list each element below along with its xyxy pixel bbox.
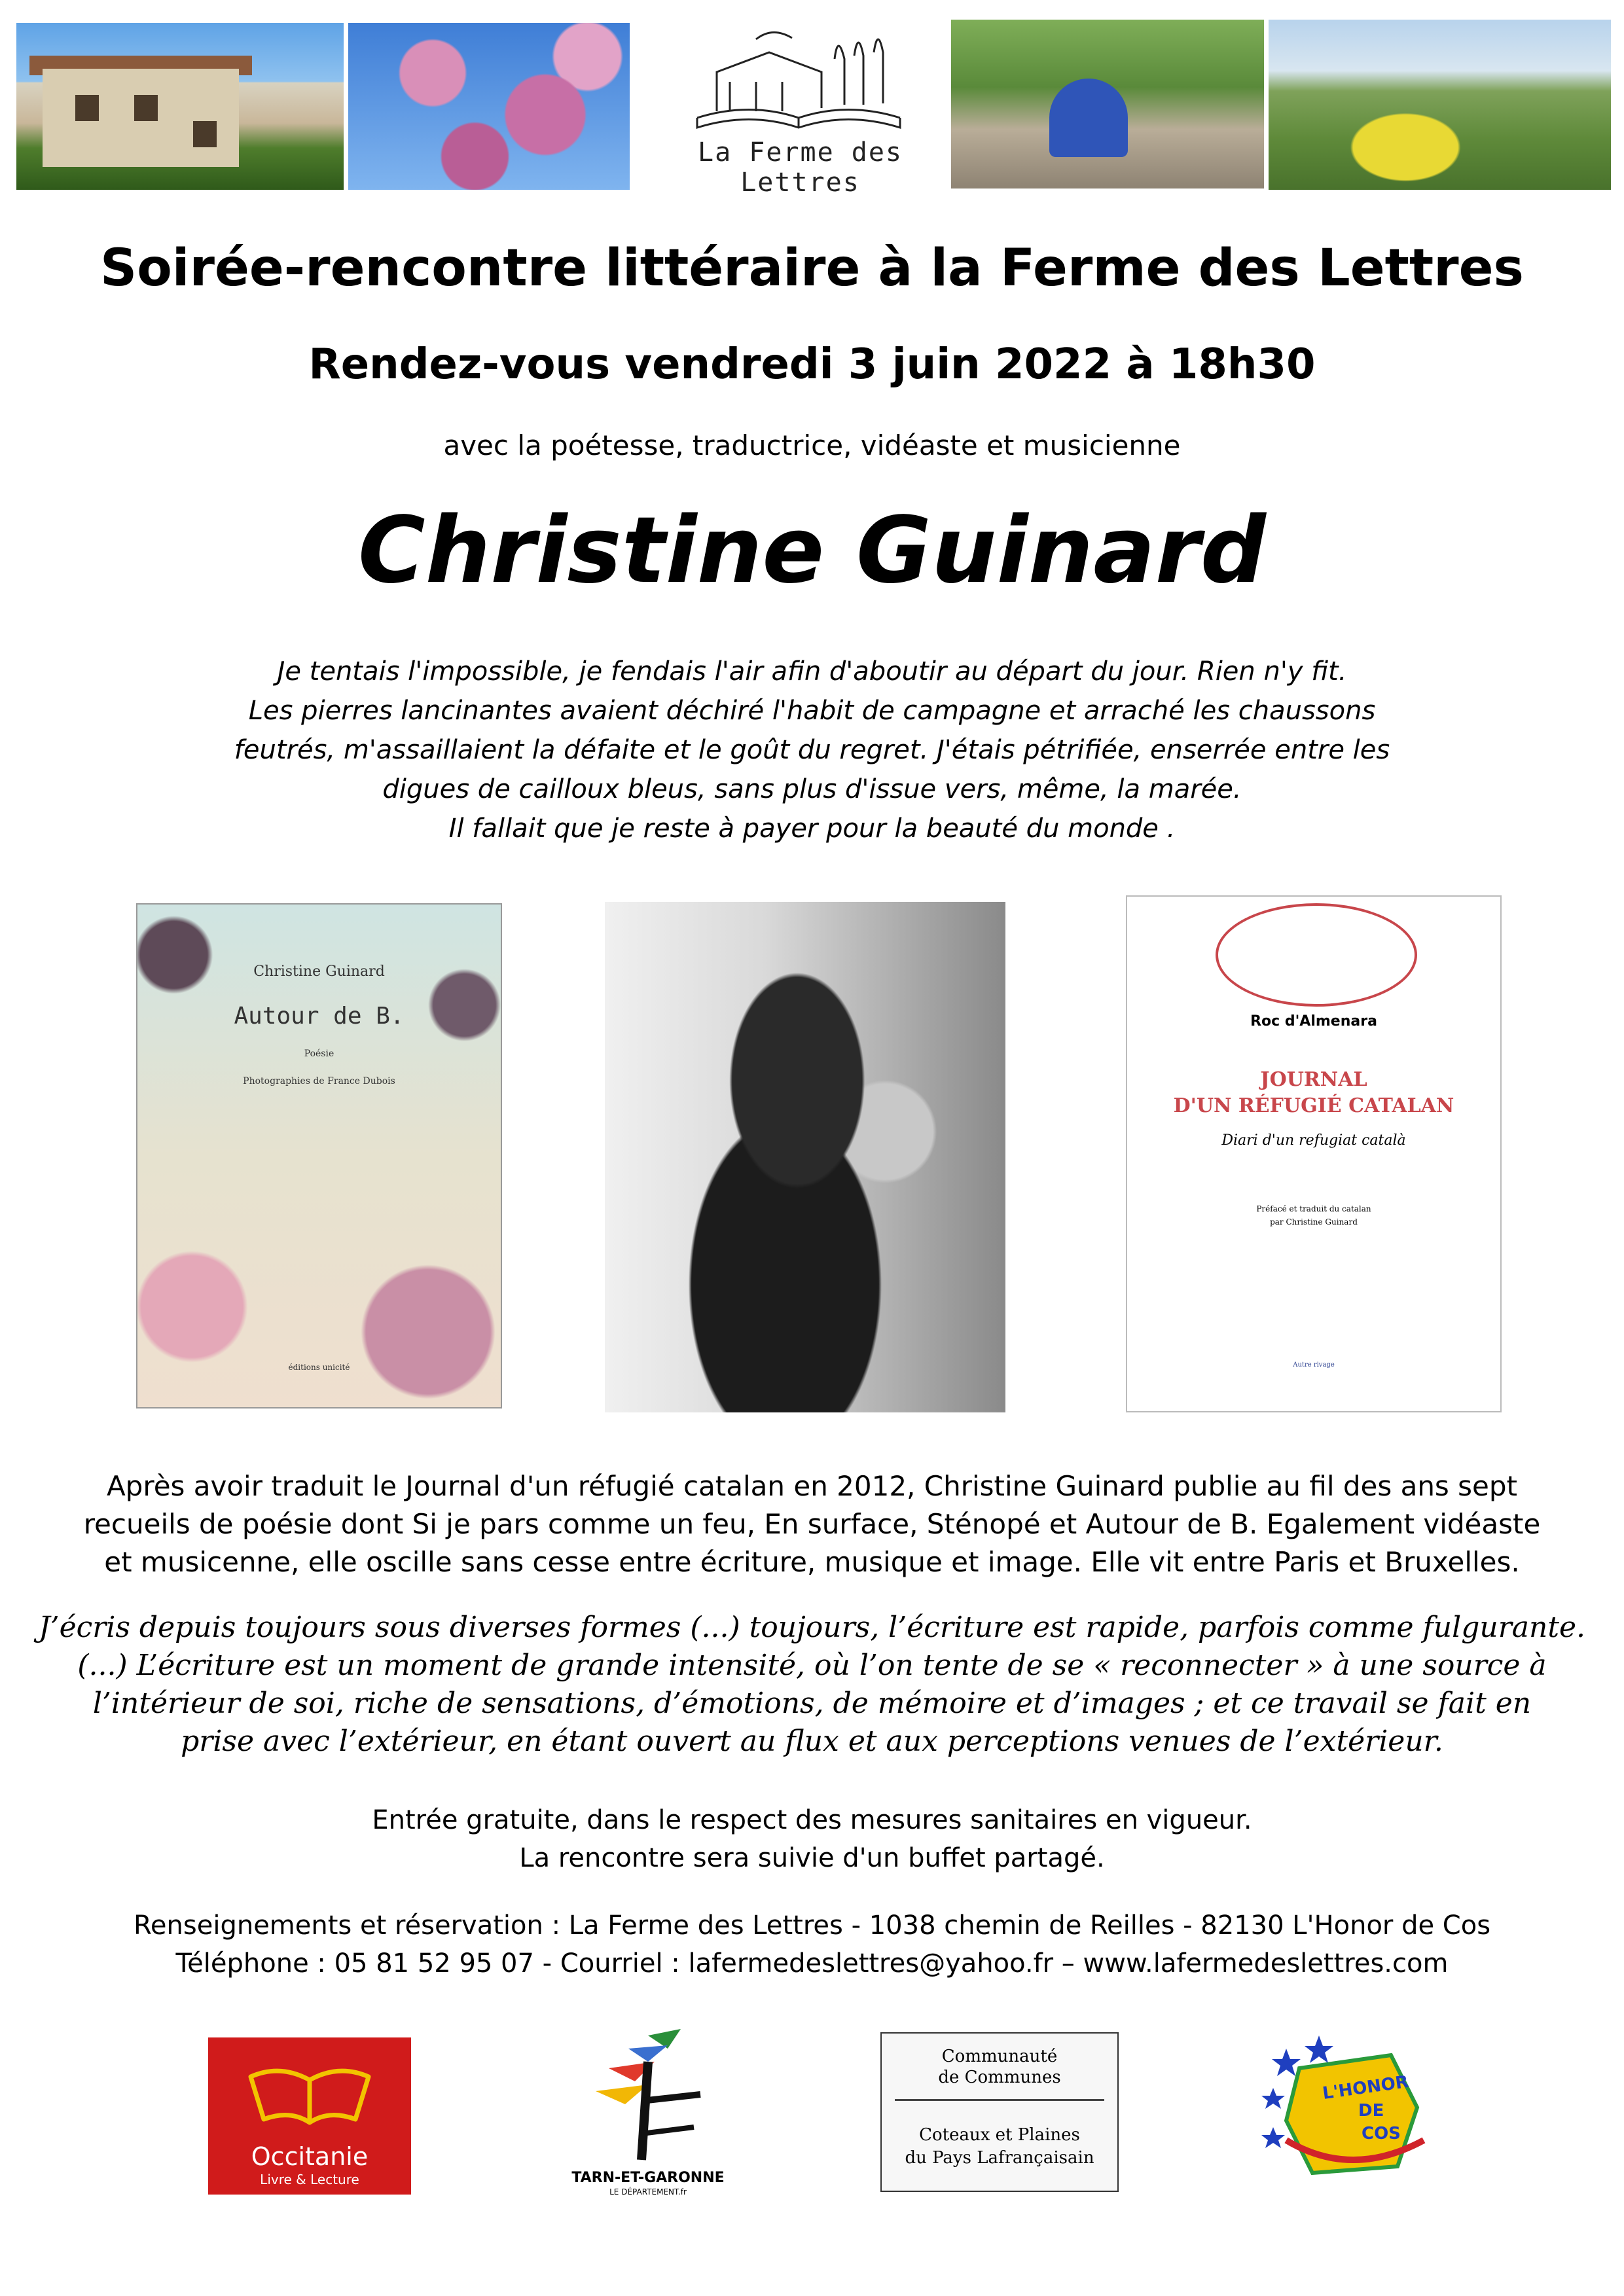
communaute-de-communes-logo <box>880 2032 1119 2192</box>
communaute-line: Communauté <box>941 2047 1058 2066</box>
poem-excerpt <box>0 652 1624 848</box>
garden-statue-photo <box>951 20 1264 188</box>
tarn-et-garonne-logo <box>569 2022 727 2199</box>
tarn-sub: LE DÉPARTEMENT.fr <box>609 2187 687 2197</box>
author-quote <box>0 1609 1624 1761</box>
honor-line: DE <box>1358 2101 1384 2121</box>
occitanie-sub: Livre & Lecture <box>260 2172 359 2187</box>
poem-line: feutrés, m'assaillaient la défaite et le goût du regret. J'étais pétrifiée, enserrée entre les <box>234 735 1390 765</box>
book-credit: Photographies de France Dubois <box>243 1076 395 1086</box>
event-title: Soirée-rencontre littéraire à la Ferme des Lettres <box>100 239 1524 298</box>
blossom-photo <box>348 23 630 190</box>
book-publisher: Autre rivage <box>1293 1361 1335 1369</box>
author-portrait-photo <box>605 902 1005 1412</box>
poem-line: Je tentais l'impossible, je fendais l'air afin d'aboutir au départ du jour. Rien n'y fit. <box>277 656 1347 687</box>
quote-line: l’intérieur de soi, riche de sensations, d’émotions, de mémoire et d’images ; et ce travail se fait en <box>92 1687 1532 1720</box>
quote-line: J’écris depuis toujours sous diverses formes (...) toujours, l’écriture est rapide, parfois comme fulgurante. <box>38 1611 1586 1644</box>
author-bio <box>0 1467 1624 1581</box>
bio-line: recueils de poésie dont Si je pars comme un feu, En surface, Sténopé et Autour de B. Egalement vidéaste <box>83 1508 1541 1540</box>
quote-line: prise avec l’extérieur, en étant ouvert au flux et aux perceptions venues de l’extérieur. <box>181 1725 1443 1758</box>
author-name: Christine Guinard <box>357 497 1266 604</box>
book-subtitle: Diari d'un refugiat català <box>1221 1132 1406 1149</box>
contact-address: Renseignements et réservation : La Ferme des Lettres - 1038 chemin de Reilles - 82130 L'Honor de Cos <box>133 1910 1491 1941</box>
bio-line: et musicenne, elle oscille sans cesse entre écriture, musique et image. Elle vit entre Paris et Bruxelles. <box>104 1546 1520 1578</box>
book-publisher: éditions unicité <box>288 1363 350 1372</box>
communaute-line: de Communes <box>938 2068 1061 2087</box>
poem-line: Les pierres lancinantes avaient déchiré l'habit de campagne et arraché les chaussons <box>248 696 1376 726</box>
book-genre: Poésie <box>304 1049 334 1059</box>
open-book-icon <box>244 2057 375 2129</box>
farmhouse-photo <box>16 23 344 190</box>
communaute-line: du Pays Lafrançaisain <box>905 2148 1094 2168</box>
author-intro: avec la poétesse, traductrice, vidéaste et musicienne <box>443 429 1181 461</box>
occitanie-logo <box>208 2037 411 2195</box>
entry-notes <box>0 1801 1624 1877</box>
logo-text: La Ferme des Lettres <box>698 137 903 198</box>
book-title: Autour de B. <box>234 1003 405 1030</box>
book-author: Christine Guinard <box>253 963 385 980</box>
book-title-line2: D'UN RÉFUGIÉ CATALAN <box>1173 1094 1454 1117</box>
book-preface: Préfacé et traduit du catalan <box>1256 1204 1371 1213</box>
occitanie-name: Occitanie <box>251 2142 369 2171</box>
emblem-icon <box>1216 903 1417 1007</box>
entry-note: Entrée gratuite, dans le respect des mesures sanitaires en vigueur. <box>372 1805 1252 1835</box>
honor-line: L'HONOR <box>1321 2072 1410 2104</box>
poem-line: Il fallait que je reste à payer pour la beauté du monde . <box>448 814 1176 844</box>
ferme-des-lettres-logo <box>658 20 943 198</box>
honor-de-cos-logo <box>1260 2029 1437 2199</box>
book-cover-journal <box>1126 895 1502 1412</box>
contact-info <box>0 1907 1624 1982</box>
book-preface: par Christine Guinard <box>1270 1217 1358 1227</box>
honor-line: COS <box>1362 2124 1401 2144</box>
quote-line: (...) L’écriture est un moment de grande intensité, où l’on tente de se « reconnecter » à une source à <box>77 1649 1547 1682</box>
contact-phone-mail: Téléphone : 05 81 52 95 07 - Courriel : lafermedeslettres@yahoo.fr – www.lafermedeslettres.com <box>175 1948 1449 1979</box>
poem-line: digues de cailloux bleus, sans plus d'issue vers, même, la marée. <box>382 774 1242 804</box>
meadow-photo <box>1269 20 1611 190</box>
tarn-name: TARN-ET-GARONNE <box>571 2170 725 2186</box>
book-author: Roc d'Almenara <box>1250 1013 1377 1030</box>
book-cover-autour-de-b <box>136 903 502 1408</box>
buffet-note: La rencontre sera suivie d'un buffet partagé. <box>519 1843 1105 1873</box>
bio-line: Après avoir traduit le Journal d'un réfugié catalan en 2012, Christine Guinard publie au fil des ans sept <box>106 1470 1518 1502</box>
event-date: Rendez-vous vendredi 3 juin 2022 à 18h30 <box>308 340 1316 389</box>
communaute-line: Coteaux et Plaines <box>919 2125 1080 2145</box>
book-title-line1: JOURNAL <box>1260 1068 1367 1091</box>
